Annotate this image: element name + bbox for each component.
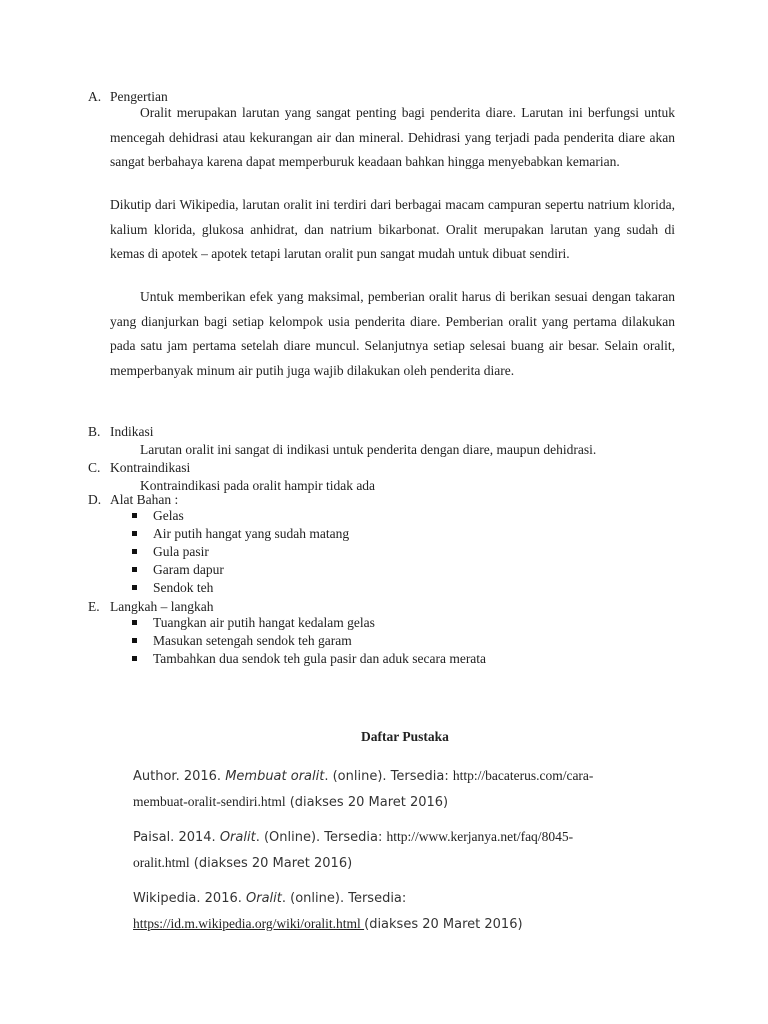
reference-1: Author. 2016. Membuat oralit. (online). Tersedia: http://bacaterus.com/cara- membuat-oralit-sendiri.html (diakses 20 Maret 2016) [133, 768, 594, 810]
reference-1-link-cont[interactable]: membuat-oralit-sendiri.html [133, 794, 286, 809]
kontraindikasi-text: Kontraindikasi pada oralit hampir tidak ada [140, 478, 376, 493]
bullet-icon [132, 513, 137, 518]
references-title: Daftar Pustaka [361, 729, 449, 744]
section-d-title: Alat Bahan : [110, 492, 179, 507]
pengertian-paragraph-2: Dikutip dari Wikipedia, larutan oralit ini terdiri dari berbagai macam campuran sepertu natrium klorida, kalium klorida, glukosa anhidrat, dan natrium bikarbonat. Oralit merupakan larutan yang sudah di kemas di apotek – apotek tetapi larutan oralit pun sangat mudah untuk dibuat sendiri. [110, 197, 675, 261]
section-b-heading [88, 423, 154, 441]
pengertian-paragraph-3: Untuk memberikan efek yang maksimal, pemberian oralit harus di berikan sesuai dengan takaran yang dianjurkan bagi setiap kelompok usia penderita diare. Pemberian oralit yang pertama dilakukan pada satu jam pertama setelah diare muncul. Selanjutnya setiap selesai buang air besar. Selain oralit, memperbanyak minum air putih juga wajib dilakukan oleh penderita diare. [110, 289, 675, 378]
reference-1-link[interactable]: http://bacaterus.com/cara- [452, 768, 594, 783]
bullet-icon [132, 549, 137, 554]
list-item: Sendok teh [132, 579, 349, 597]
section-a-title: Pengertian [110, 89, 168, 104]
langkah-list [132, 614, 486, 668]
section-b-marker: B. [88, 424, 101, 439]
list-item: Tuangkan air putih hangat kedalam gelas [132, 614, 486, 632]
section-d-marker: D. [88, 492, 102, 507]
list-item: Air putih hangat yang sudah matang [132, 525, 349, 543]
reference-2-link-cont[interactable]: oralit.html [133, 855, 190, 870]
reference-2-link[interactable]: http://www.kerjanya.net/faq/8045- [386, 829, 574, 844]
section-b-title: Indikasi [110, 424, 154, 439]
reference-2: Paisal. 2014. Oralit. (Online). Tersedia: http://www.kerjanya.net/faq/8045- oralit.html (diakses 20 Maret 2016) [133, 829, 574, 871]
bullet-icon [132, 656, 137, 661]
section-c-heading [88, 459, 190, 477]
section-c-marker: C. [88, 460, 101, 475]
list-item: Tambahkan dua sendok teh gula pasir dan aduk secara merata [132, 650, 486, 668]
section-a-marker: A. [88, 89, 102, 104]
reference-3: Wikipedia. 2016. Oralit. (online). Tersedia: https://id.m.wikipedia.org/wiki/oralit.html (diakses 20 Maret 2016) [133, 891, 523, 932]
indikasi-text: Larutan oralit ini sangat di indikasi untuk penderita dengan diare, maupun dehidrasi. [140, 442, 597, 457]
list-item: Masukan setengah sendok teh garam [132, 632, 486, 650]
list-item: Gula pasir [132, 543, 349, 561]
bullet-icon [132, 620, 137, 625]
pengertian-paragraph-1: Oralit merupakan larutan yang sangat penting bagi penderita diare. Larutan ini berfungsi untuk mencegah dehidrasi atau kekurangan air dan mineral. Dehidrasi yang terjadi pada penderita diare akan sangat berbahaya karena dapat memperburuk keadaan bahkan hingga menyebabkan kemarian. [110, 105, 675, 169]
list-item: Garam dapur [132, 561, 349, 579]
bullet-icon [132, 585, 137, 590]
section-e-title: Langkah – langkah [110, 599, 214, 614]
bullet-icon [132, 567, 137, 572]
section-e-marker: E. [88, 599, 100, 614]
bullet-icon [132, 531, 137, 536]
alat-bahan-list [132, 507, 349, 597]
bullet-icon [132, 638, 137, 643]
section-c-title: Kontraindikasi [110, 460, 191, 475]
list-item: Gelas [132, 507, 349, 525]
reference-3-link[interactable]: https://id.m.wikipedia.org/wiki/oralit.html [133, 916, 365, 931]
